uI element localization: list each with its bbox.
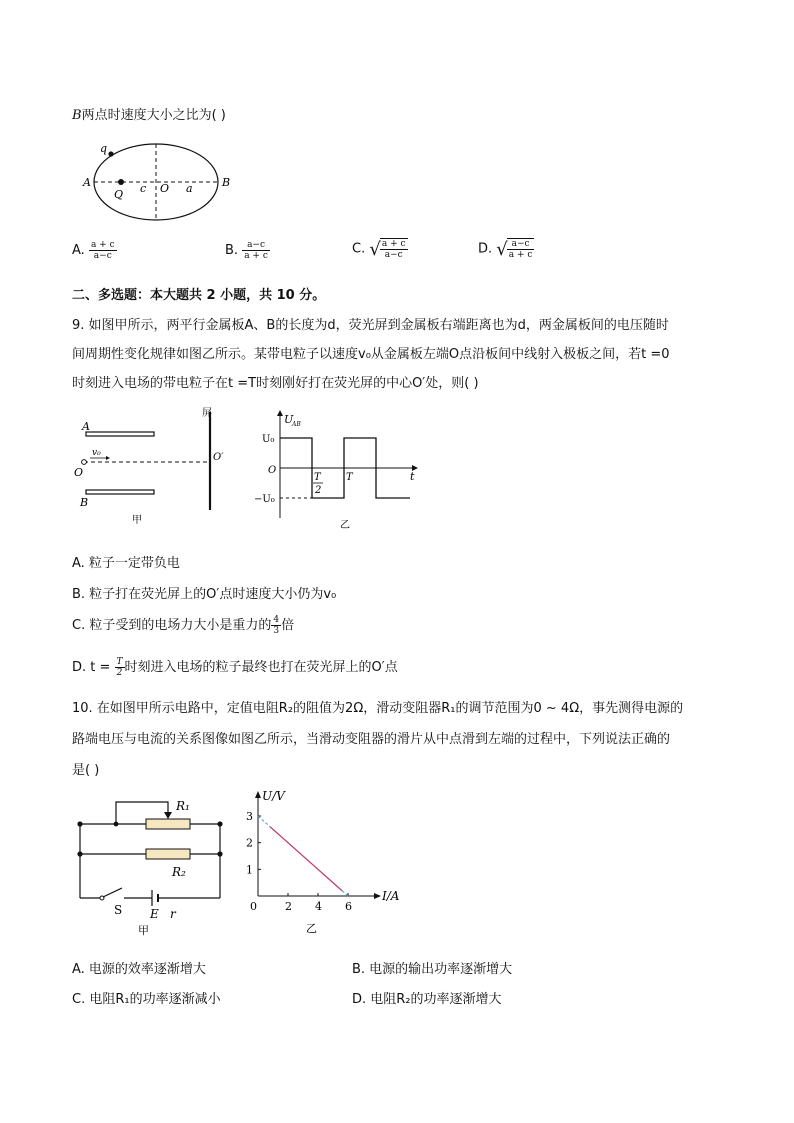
q9-yi-axis-U-sub: AB bbox=[292, 421, 301, 428]
q10-circuit-label-r: r bbox=[170, 907, 176, 921]
q9-jia-label-Oprime: O′ bbox=[213, 452, 224, 463]
q9-yi-tick-T2-num: T bbox=[314, 472, 321, 483]
q9-option-d: D. t = $\frac{T}{2}$ 时刻进入电场的粒子最终也打在荧光屏上的O′点 bbox=[72, 657, 398, 678]
q9-option-a: A. 粒子一定带负电 bbox=[72, 556, 180, 571]
q10-line-3: 是( ) bbox=[72, 763, 100, 778]
q9-yi-axis-U: U bbox=[284, 413, 294, 426]
q8-option-c: C. √ $\frac{a + c}{a-c}$ bbox=[352, 239, 406, 260]
q9-jia-label-v0: v₀ bbox=[92, 448, 101, 458]
q10-circuit-label-R1: R₁ bbox=[176, 799, 190, 813]
chart-y-label: U/V bbox=[262, 789, 285, 803]
q8-option-b-frac: $\frac{a-c}{a + c}$ bbox=[244, 240, 268, 261]
q10-ui-chart bbox=[240, 786, 420, 936]
chart-ytick-label: 1 bbox=[246, 863, 253, 877]
q10-option-a: A. 电源的效率逐渐增大 bbox=[72, 962, 206, 977]
q9-yi-axis-t: t bbox=[410, 470, 415, 483]
chart-x-arrow bbox=[374, 893, 381, 899]
q8-var-b: B bbox=[72, 108, 82, 123]
q8-label-c: c bbox=[140, 182, 147, 195]
chart-ytick-label: 3 bbox=[246, 810, 253, 823]
q10-circuit-label-S: S bbox=[114, 903, 123, 917]
q10-circuit-label-R2: R₂ bbox=[172, 865, 186, 879]
q8-label-A: A bbox=[83, 176, 91, 189]
q9-option-d-frac: $\frac{T}{2}$ bbox=[116, 657, 123, 678]
q9-yi-caption: 乙 bbox=[340, 520, 350, 531]
chart-y-arrow bbox=[255, 791, 261, 798]
q9-jia-label-B: B bbox=[80, 496, 89, 509]
q8-tail-text: 两点时速度大小之比为( ) bbox=[81, 108, 226, 123]
q10-line-1: 10. 在如图甲所示电路中，定值电阻R₂的阻值为2Ω，滑动变阻器R₁的调节范围为0 ~ 4Ω，事先测得电源的 bbox=[72, 701, 684, 716]
q10-circuit-caption: 甲 bbox=[138, 924, 149, 937]
q8-option-a-frac: $\frac{a + c}{a-c}$ bbox=[90, 240, 115, 261]
chart-series-line bbox=[270, 827, 342, 891]
q9-yi-tick-T: T bbox=[346, 472, 353, 483]
q9-jia-label-A: A bbox=[82, 420, 90, 433]
q8-option-d: D. √ $\frac{a-c}{a + c}$ bbox=[478, 239, 533, 260]
q8-label-Q: Q bbox=[114, 188, 124, 201]
q9-option-c: C. 粒子受到的电场力大小是重力的 $\frac{4}{3}$ 倍 bbox=[72, 615, 295, 636]
q9-yi-label-O: O bbox=[268, 465, 277, 476]
chart-xtick-label: 2 bbox=[285, 900, 292, 913]
q9-figure-yi bbox=[250, 408, 430, 533]
q8-tail-line bbox=[72, 104, 226, 123]
q9-jia-label-screen: 屏 bbox=[202, 408, 212, 419]
q9-jia-label-O: O bbox=[74, 466, 84, 479]
q8-label-B: B bbox=[222, 176, 231, 189]
q9-option-b: B. 粒子打在荧光屏上的O′点时速度大小仍为v₀ bbox=[72, 587, 337, 602]
section-heading: 二、多选题：本大题共 2 小题，共 10 分。 bbox=[72, 288, 326, 303]
q8-option-a: A. $\frac{a + c}{a-c}$ bbox=[72, 240, 115, 261]
q9-yi-tick-negU0: −U₀ bbox=[254, 494, 275, 505]
chart-x-label: I/A bbox=[382, 889, 400, 903]
q9-option-c-frac: $\frac{4}{3}$ bbox=[273, 615, 280, 636]
q8-label-a: a bbox=[186, 182, 193, 195]
q9-line-3: 时刻进入电场的带电粒子在t =T时刻刚好打在荧光屏的中心O′处，则( ) bbox=[72, 376, 479, 391]
q10-option-d: D. 电阻R₂的功率逐渐增大 bbox=[352, 992, 502, 1007]
q9-figure-jia bbox=[72, 406, 242, 526]
chart-series-extension-start bbox=[258, 816, 270, 827]
q8-option-d-sqrt: √ $\frac{a-c}{a + c}$ bbox=[496, 239, 533, 260]
chart-xtick-label: 0 bbox=[250, 900, 257, 913]
q8-ellipse-figure bbox=[80, 138, 250, 228]
q10-line-2: 路端电压与电流的关系图像如图乙所示，当滑动变阻器的滑片从中点滑到左端的过程中，下列说法正确的 bbox=[72, 732, 671, 747]
q8-option-c-sqrt: √ $\frac{a + c}{a-c}$ bbox=[369, 239, 406, 260]
q10-circuit-figure bbox=[72, 790, 232, 940]
q9-yi-tick-T2-den: 2 bbox=[315, 485, 322, 496]
chart-series-extension-end bbox=[342, 891, 348, 896]
chart-xtick-label: 4 bbox=[315, 900, 322, 913]
chart-xtick-label: 6 bbox=[345, 900, 352, 913]
q10-option-c: C. 电阻R₁的功率逐渐减小 bbox=[72, 992, 221, 1007]
q9-line-2: 间周期性变化规律如图乙所示。某带电粒子以速度v₀从金属板左端O点沿板间中线射入极板之间，若t =0 bbox=[72, 347, 670, 362]
q10-chart-caption: 乙 bbox=[306, 922, 317, 935]
q8-label-q: q bbox=[100, 142, 108, 155]
q9-line-1: 9. 如图甲所示，两平行金属板A、B的长度为d，荧光屏到金属板右端距离也为d，两金属板间的电压随时 bbox=[72, 318, 669, 333]
q10-option-b: B. 电源的输出功率逐渐增大 bbox=[352, 962, 513, 977]
chart-ytick-label: 2 bbox=[246, 836, 253, 850]
q9-yi-tick-U0: U₀ bbox=[262, 434, 275, 445]
q10-circuit-label-E: E bbox=[150, 907, 159, 921]
q8-option-b: B. $\frac{a-c}{a + c}$ bbox=[225, 240, 268, 261]
q9-jia-caption: 甲 bbox=[132, 515, 142, 526]
q8-label-O: O bbox=[160, 182, 170, 195]
